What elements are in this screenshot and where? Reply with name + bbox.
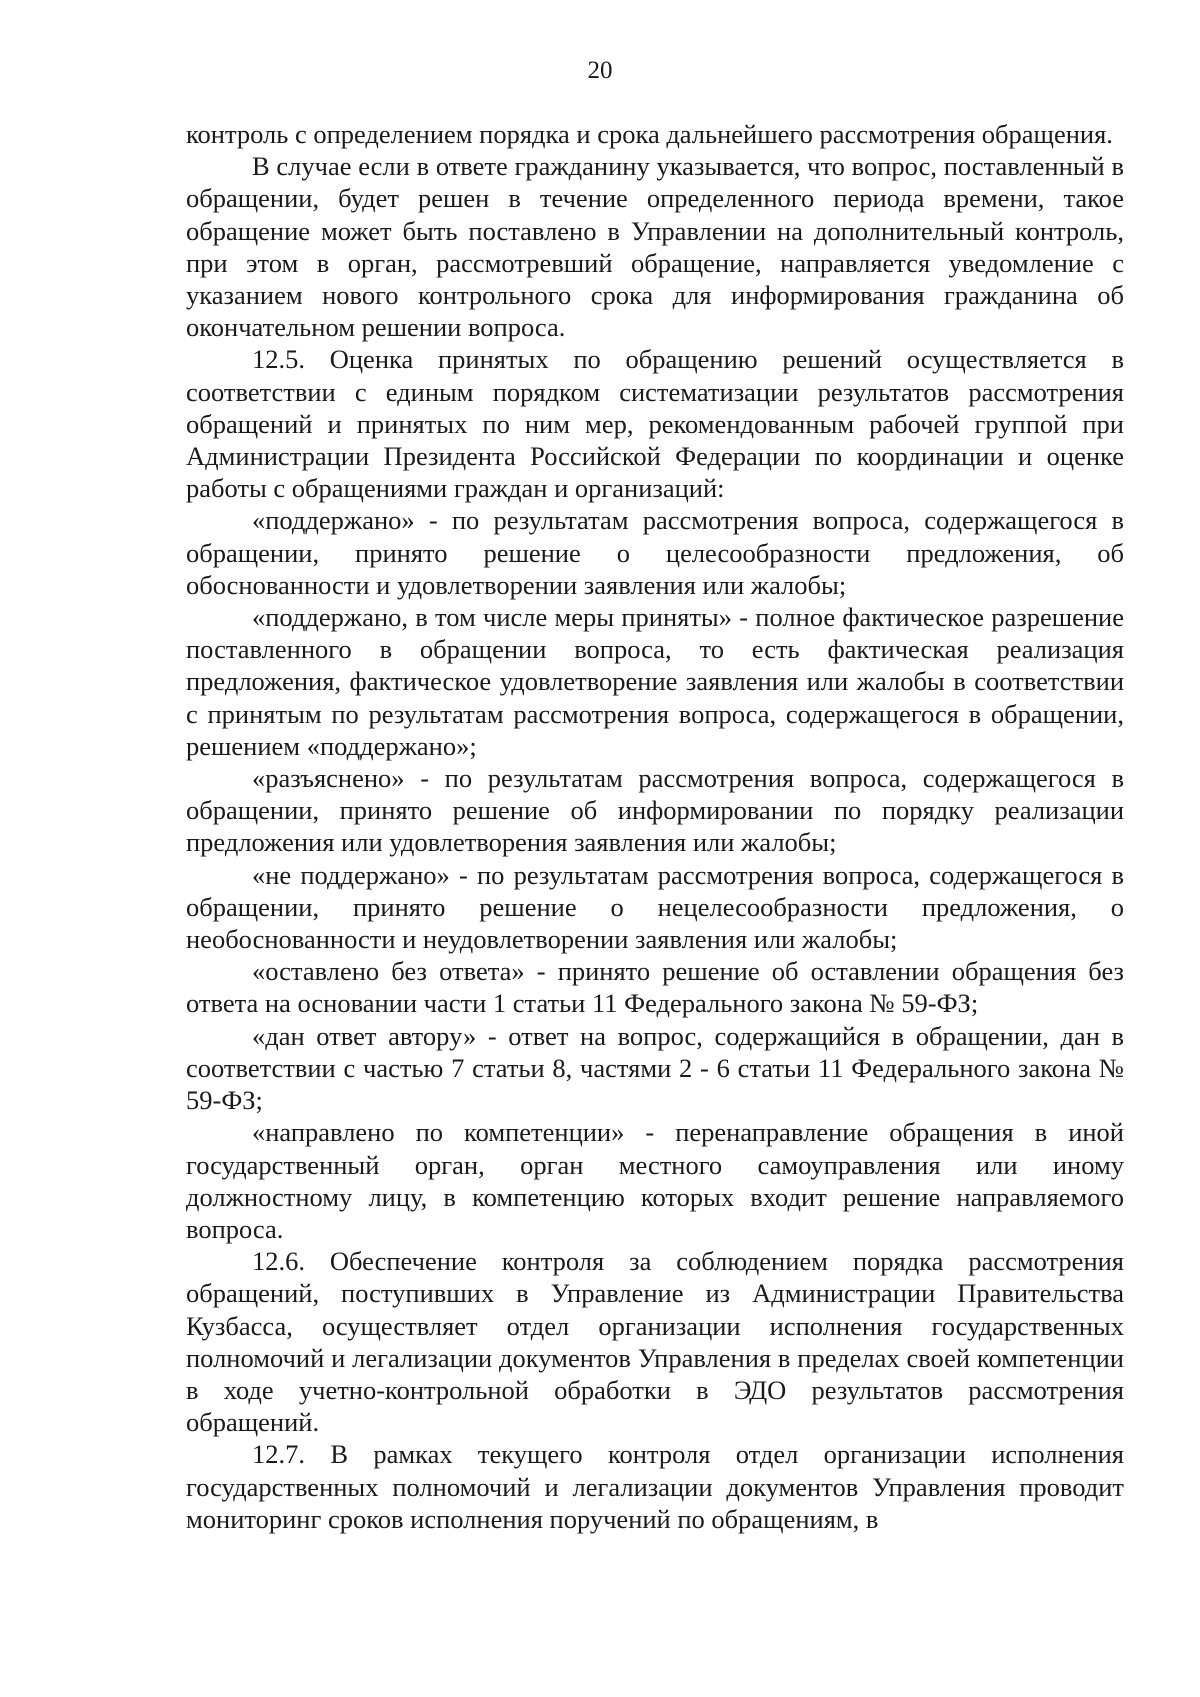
paragraph-not-supported: «не поддержано» - по результатам рассмотрения вопроса, содержащегося в обращении, принято решение о нецелесообразности предложения, о необоснованности и неудовлетворении заявления или жалобы; — [186, 859, 1124, 955]
paragraph-redirected: «направлено по компетенции» - перенаправление обращения в иной государственный орган, орган местного самоуправления или иному должностному лицу, в компетенцию которых входит решение направляемого вопроса. — [186, 1117, 1124, 1244]
paragraph-supported: «поддержано» - по результатам рассмотрения вопроса, содержащегося в обращении, принято решение о целесообразности предложения, об обоснованности и удовлетворении заявления или жалобы; — [186, 505, 1124, 600]
paragraph-supported-measures-taken: «поддержано, в том числе меры приняты» - полное фактическое разрешение поставленного в обращении вопроса, то есть фактическая реализация предложения, фактическое удовлетворение заявления или жалобы в соответствии с принятым по результатам рассмотрения вопроса, содержащегося в обращении, решением «поддержано»; — [186, 602, 1124, 761]
paragraph-continuation: контроль с определением порядка и срока дальнейшего рассмотрения обращения. — [186, 119, 1113, 149]
paragraph-left-without-answer: «оставлено без ответа» - принято решение об оставлении обращения без ответа на основании части 1 статьи 11 Федерального закона № 59-ФЗ; — [186, 956, 1124, 1019]
paragraph-additional-control: В случае если в ответе гражданину указывается, что вопрос, поставленный в обращении, будет решен в течение определенного периода времени, такое обращение может быть поставлено в Управлении на дополнительный контроль, при этом в орган, рассмотревший обращение, направляется уведомление с указанием нового контрольного срока для информирования гражданина об окончательном решении вопроса. — [186, 151, 1124, 343]
paragraph-answer-given: «дан ответ автору» - ответ на вопрос, содержащийся в обращении, дан в соответствии с частью 7 статьи 8, частями 2 - 6 статьи 11 Федерального закона № 59-ФЗ; — [186, 1020, 1124, 1116]
document-body — [186, 118, 1124, 1535]
page-number: 20 — [587, 57, 613, 84]
paragraph-explained: «разъяснено» - по результатам рассмотрения вопроса, содержащегося в обращении, принято решение об информировании по порядку реализации предложения или удовлетворения заявления или жалобы; — [186, 763, 1124, 858]
paragraph-12-7: 12.7. В рамках текущего контроля отдел организации исполнения государственных полномочий и легализации документов Управления проводит мониторинг сроков исполнения поручений по обращениям, в — [186, 1439, 1124, 1534]
paragraph-12-5: 12.5. Оценка принятых по обращению решений осуществляется в соответствии с единым порядком систематизации результатов рассмотрения обращений и принятых по ним мер, рекомендованным рабочей группой при Администрации Президента Российской Федерации по координации и оценке работы с обращениями граждан и организаций: — [186, 344, 1124, 504]
paragraph-12-6: 12.6. Обеспечение контроля за соблюдением порядка рассмотрения обращений, поступивших в Управление из Администрации Правительства Кузбасса, осуществляет отдел организации исполнения государственных полномочий и легализации документов Управления в пределах своей компетенции в ходе учетно-контрольной обработки в ЭДО результатов рассмотрения обращений. — [186, 1246, 1124, 1438]
